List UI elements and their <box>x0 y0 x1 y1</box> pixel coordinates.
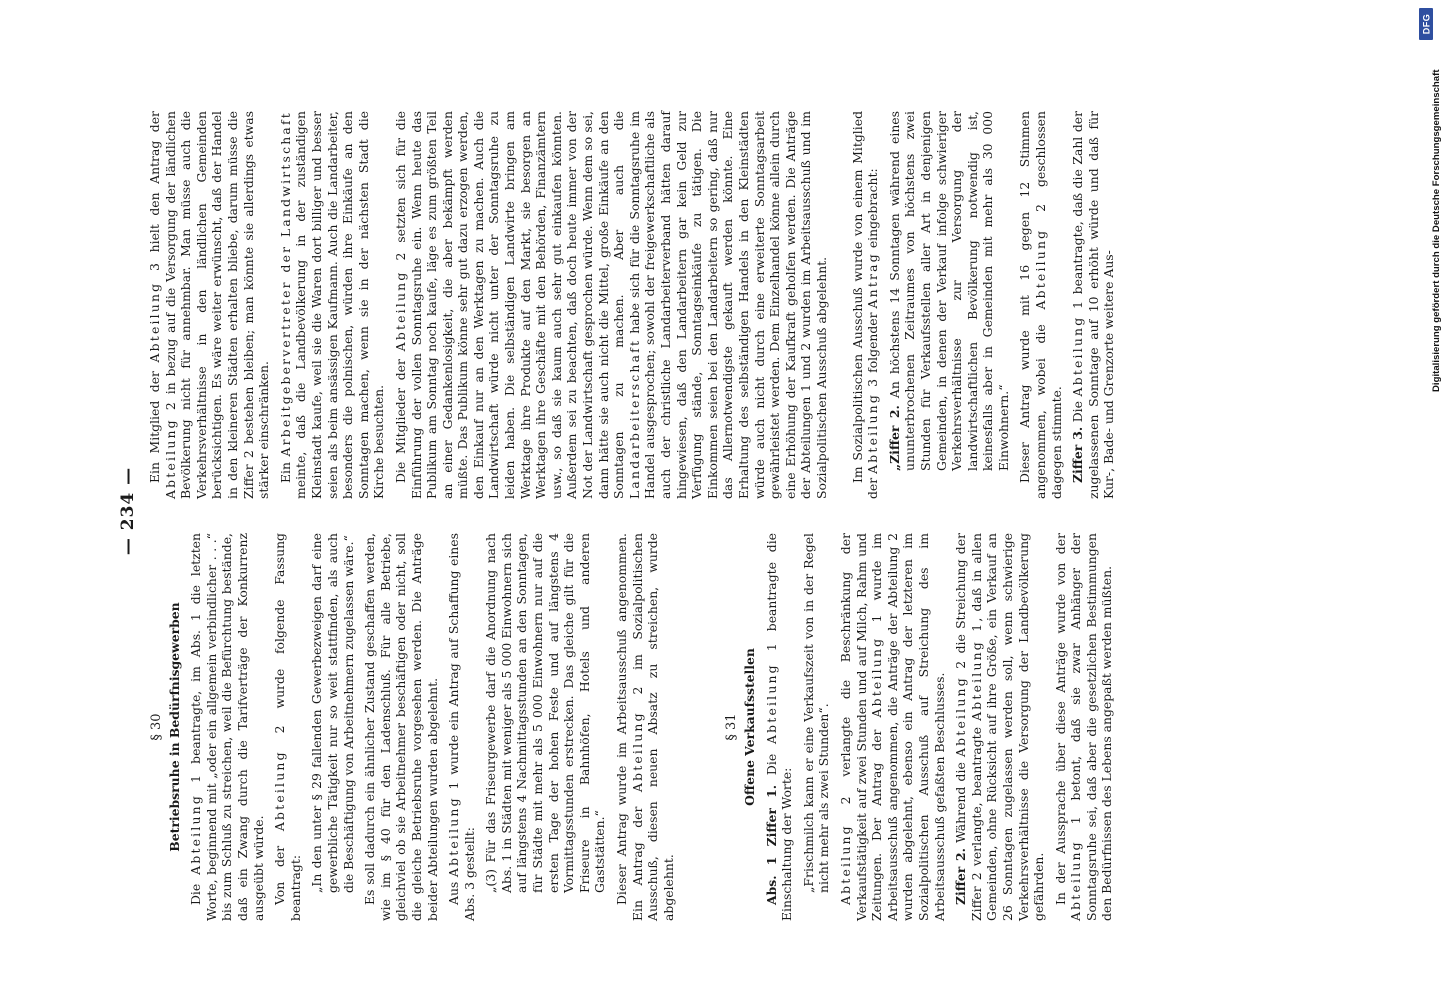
section-number-31: § 31 <box>724 713 740 741</box>
paragraph: Von der Abteilung 2 wurde folgende Fassung beantragt: <box>272 533 303 921</box>
paragraph: Die Mitglieder der Abteilung 2 setzten sich für die Einführung der vollen Sonntagsruhe ein. Wenn heute das Publikum am Sonntag noch kaufe, läge es zum größten Teil an einer Gedankenlosigkeit, die aber bekämpft werden müßte. Das Publikum könne sehr gut dazu erzogen werden, den Einkauf nur an den Werktagen zu machen. Auch die Landwirtschaft würde nicht unter der Sonntagsruhe zu leiden haben. Die selbständigen Landwirte bringen am Werktage ihre Produkte auf den Markt, sie besorgen an Werktagen ihre Geschäfte mit den Behörden, Finanzämtern usw., so daß sie kaum auch sehr gut einkaufen könnten. Außerdem sei zu beachten, daß doch heute immer von der Not der Landwirtschaft gesprochen würde. Wenn dem so sei, dann hätte sie auch nicht die Mittel, große Einkäufe an den Sonntagen zu machen. Aber auch die Landarbeiterschaft habe sich für die Sonntagsruhe im Handel ausgesprochen; sowohl der freigewerkschaftliche als auch der christliche Landarbeiterverband hätten darauf hingewiesen, daß den Landarbeitern gar kein Geld zur Verfügung stände, Sonntagseinkäufe zu tätigen. Die Einkommen seien bei den Landarbeitern so gering, daß nur das Allernotwendigste gekauft werden könnte. Eine Erhaltung des selbständigen Handels in den Kleinstädten würde auch nicht durch eine erweiterte Sonntagsarbeit gewährleistet werden. Dem Einzelhandel könne allein durch eine Erhöhung der Kaufkraft geholfen werden. Die Anträge der Abteilungen 1 und 2 wurden im Arbeitsausschuß und im Sozialpolitischen Ausschuß abgelehnt. <box>392 111 829 499</box>
paragraph: Ein Mitglied der Abteilung 3 hielt den Antrag der Abteilung 2 in bezug auf die Versorgung der ländlichen Bevölkerung nicht für annehmbar. Man müsse auch die Verkehrsverhältnisse in den ländlichen Gemeinden berücksichtigen. Es wäre weiter erwünscht, daß der Handel in den kleineren Städten erhalten bliebe, darum müsse die Ziffer 2 bestehen bleiben; man könnte sie allerdings etwas stärker einschränken. <box>147 111 272 499</box>
quoted-proposal: „Ziffer 2. An höchstens 14 Sonntagen während eines ununterbrochenen Zeitraumes von höchstens zwei Stunden für Verkaufsstellen aller Art in denjenigen Gemeinden, in denen der Verkauf infolge schwieriger Verkehrsverhältnisse zur Versorgung der landwirtschaftlichen Bevölkerung notwendig ist, keinesfalls aber in Gemeinden mit mehr als 30 000 Einwohnern.“ <box>886 111 1011 471</box>
page-number: — 234 — <box>118 466 138 556</box>
paragraph: Aus Abteilung 1 wurde ein Antrag auf Schaffung eines Abs. 3 gestellt: <box>446 533 477 921</box>
section-heading-31: Offene Verkaufsstellen <box>742 648 757 806</box>
paragraph: Dieser Antrag wurde mit 16 gegen 12 Stimmen angenommen, wobei die Abteilung 2 geschlossen dagegen stimmte. <box>1017 111 1064 499</box>
paragraph: Ziffer 3. Die Abteilung 1 beantragte, daß die Zahl der zugelassenen Sonntage auf 10 erhöht würde und daß für Kur-, Bade- und Grenzorte weitere Aus- <box>1070 110 1117 499</box>
section-number-30: § 30 <box>149 713 164 741</box>
left-column <box>147 533 1121 921</box>
quoted-proposal: „In den unter § 29 fallenden Gewerbezweigen darf eine gewerbliche Tätigkeit nur so weit stattfinden, als auch die Beschäftigung von Arbeitnehmern zugelassen wäre.“ <box>309 533 356 893</box>
digitization-credit: Digitalisierung gefördert durch die Deutsche Forschungsgemeinschaft <box>1431 69 1442 392</box>
paragraph: Ein Arbeitgebervertreter der Landwirtschaft meinte, daß die Landbevölkerung in der zuständigen Kleinstadt kaufe, weil sie die Waren dort billiger und besser seien als beim ansässigen Kaufmann. Auch die Landarbeiter, besonders die polnischen, würden ihre Einkäufe an den Sonntagen machen, wenn sie in der nächsten Stadt die Kirche besuchten. <box>277 111 387 499</box>
paragraph: Im Sozialpolitischen Ausschuß wurde von einem Mitglied der Abteilung 3 folgender Antrag eingebracht: <box>849 111 881 499</box>
paragraph: In der Aussprache über diese Anträge wurde von der Abteilung 1 betont, daß sie zwar Anhänger der Sonntagsruhe sei, daß aber die gesetzlichen Bestimmungen den Bedürfnissen des Lebens angepaßt werden müßten. <box>1052 533 1115 921</box>
paragraph: Abteilung 2 verlangte die Beschränkung der Verkaufstätigkeit auf zwei Stunden und auf Milch, Rahm und Zeitungen. Der Antrag der Abteilung 1 wurde im Arbeitsausschuß angenommen, die Anträge der Abteilung 2 wurden abgelehnt, ebenso ein Antrag der letzteren im Sozialpolitischen Ausschuß auf Streichung des im Arbeitsausschuß gefaßten Beschlusses. <box>837 533 947 921</box>
right-column <box>147 111 1123 499</box>
paragraph: Abs. 1 Ziffer 1. Die Abteilung 1 beantragte die Einschaltung der Worte: <box>763 533 795 921</box>
paragraph: Ziffer 2. Während die Abteilung 2 die Streichung der Ziffer 2 verlangte, beantragte Abteilung 1, daß in allen Gemeinden, ohne Rücksicht auf ihre Größe, ein Verkauf an 26 Sonntagen zugelassen werden soll, wenn schwierige Verkehrsverhältnisse die Versorgung der Landbevölkerung gefährden. <box>953 533 1047 921</box>
dfg-logo: DFG <box>1419 8 1433 40</box>
paragraph: Dieser Antrag wurde im Arbeitsausschuß angenommen. Ein Antrag der Abteilung 2 im Sozialpolitischen Ausschuß, diesen neuen Absatz zu streichen, wurde abgelehnt. <box>614 533 676 921</box>
section-heading-30: Betriebsruhe in Bedürfnisgewerben <box>166 602 182 852</box>
quoted-proposal: „(3) Für das Friseurgewerbe darf die Anordnung nach Abs. 1 in Städten mit weniger als 5 000 Einwohnern sich auf längstens 4 Nachmittagsstunden an den Sonntagen, für Städte mit mehr als 5 000 Einwohnern nur auf die ersten Tage der hohen Feste und auf längstens 4 Vormittagsstunden erstrecken. Das gleiche gilt für die Friseure in Bahnhöfen, Hotels und anderen Gaststätten.“ <box>483 533 608 893</box>
paragraph: Es soll dadurch ein ähnlicher Zustand geschaffen werden, wie im § 40 für den Ladenschluß. Für alle Betriebe, gleichviel ob sie Arbeitnehmer beschäftigen oder nicht, soll die gleiche Betriebsruhe vorgesehen werden. Die Anträge beider Abteilungen wurden abgelehnt. <box>362 533 440 921</box>
rotated-document-page <box>117 101 1117 921</box>
quoted-proposal: „Frischmilch kann er eine Verkaufszeit von in der Regel nicht mehr als zwei Stunden“. <box>800 533 832 893</box>
paragraph: Die Abteilung 1 beantragte, im Abs. 1 die letzten Worte, beginnend mit „oder ein allgemein verbindlicher . . .“ bis zum Schluß zu streichen, weil die Befürchtung bestände, daß ein Zwang durch die Tarifverträge der Konkurrenz ausgeübt würde. <box>188 533 266 921</box>
